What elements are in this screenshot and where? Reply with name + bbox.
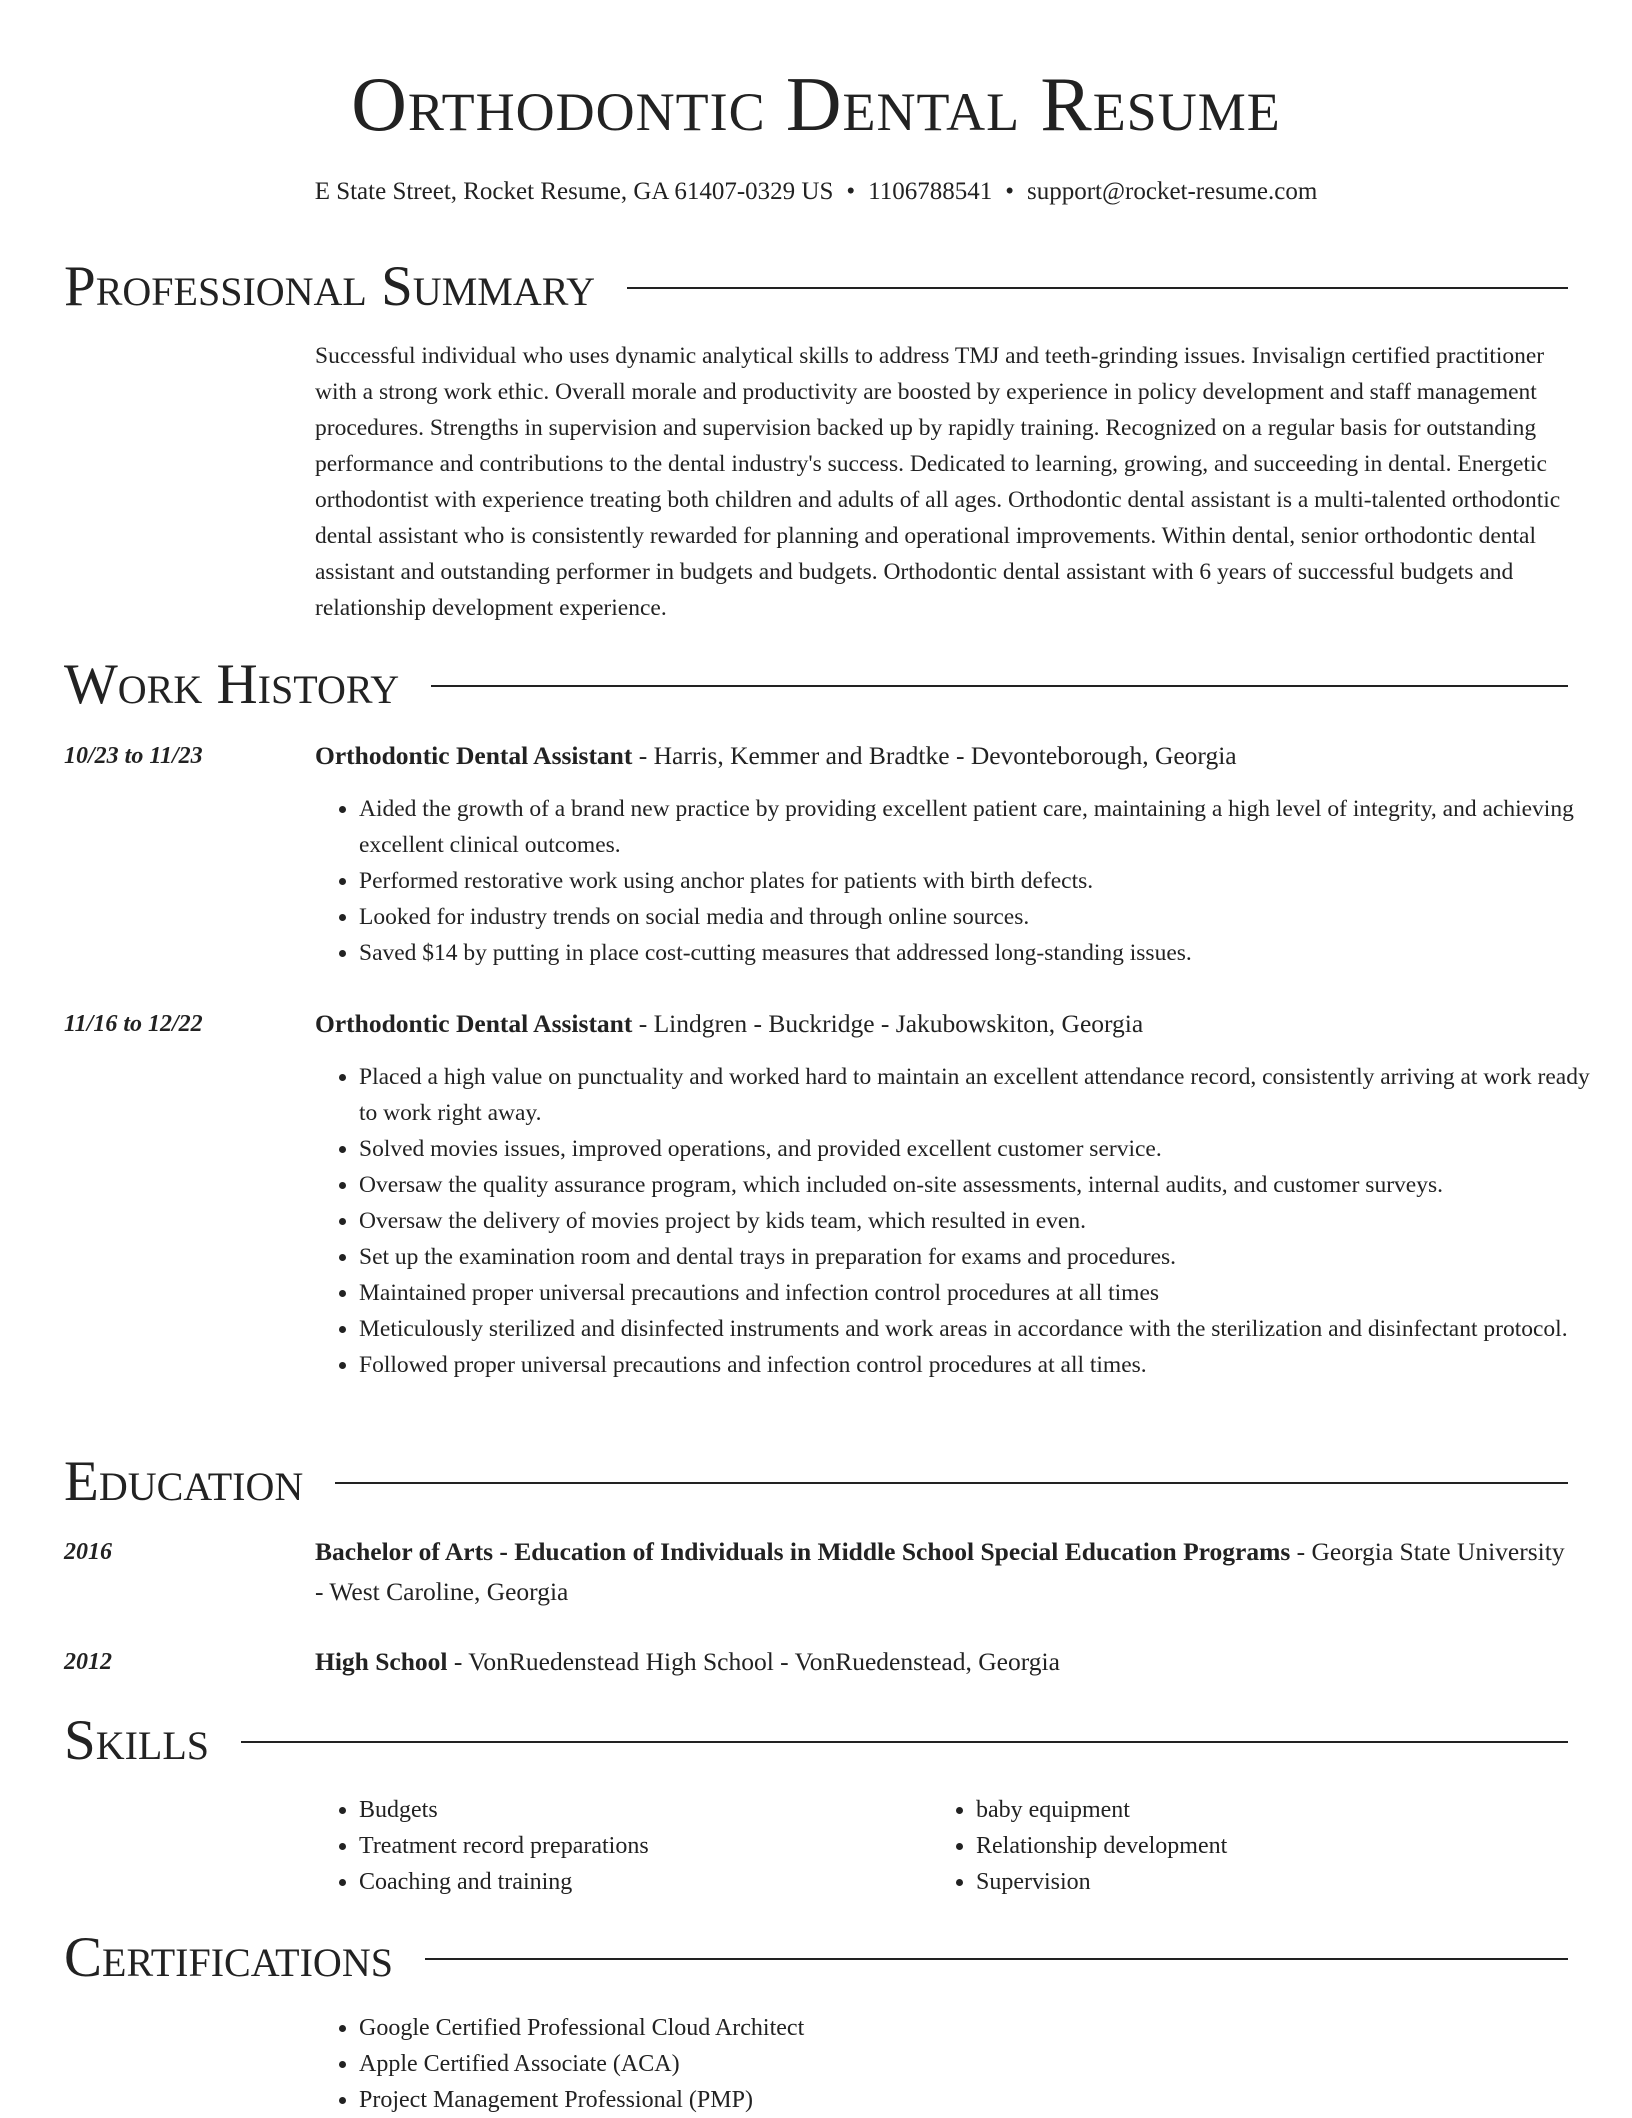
contact-separator: • (1005, 178, 1014, 205)
section-divider (431, 685, 1568, 687)
job-bullet: • Performed restorative work using anchor plates for patients with birth defects. (359, 863, 1609, 899)
summary-heading: Professional Summary (64, 255, 596, 318)
contact-address: E State Street, Rocket Resume, GA 61407-0329 US (314, 178, 834, 205)
job-bullet: • Followed proper universal precautions and infection control procedures at all times. (359, 1347, 1609, 1383)
education-heading-row (64, 1447, 1568, 1517)
job-bullet: • Placed a high value on punctuality and worked hard to maintain an excellent attendance record, consistently arriving at work ready to work right away. (359, 1059, 1609, 1131)
skills-heading-row (64, 1706, 1568, 1776)
contact-phone: 1106788541 (868, 178, 993, 205)
work-history-section (64, 650, 1568, 720)
job-heading (315, 736, 1568, 776)
job-bullet: • Solved movies issues, improved operations, and provided excellent customer service. (359, 1131, 1609, 1167)
skill-item: • Relationship development (976, 1828, 1576, 1864)
job-bullet: • Oversaw the quality assurance program, which included on-site assessments, internal audits, and customer surveys. (359, 1167, 1609, 1203)
education-heading-line (315, 1642, 1568, 1682)
summary-text: Successful individual who uses dynamic analytical skills to address TMJ and teeth-grinding issues. Invisalign certified practitioner with a strong work ethic. Overall morale and productivity are boosted by experience in policy development and staff management procedures. Strengths in supervision and supervision backed up by rapidly training. Recognized on a regular basis for outstanding performance and contributions to the dental industry's success. Dedicated to learning, growing, and succeeding in dental. Energetic orthodontist with experience treating both children and adults of all ages. Orthodontic dental assistant is a multi-talented orthodontic dental assistant who is consistently rewarded for planning and operational improvements. Within dental, senior orthodontic dental assistant and outstanding performer in budgets and budgets. Orthodontic dental assistant with 6 years of successful budgets and relationship development experience. (315, 343, 1561, 621)
resume-title: Orthodontic Dental Resume (351, 61, 1281, 147)
job-heading (315, 1004, 1568, 1044)
summary-heading-row (64, 252, 1568, 322)
job-dates: 10/23 to 11/23 (64, 743, 203, 769)
section-divider (335, 1482, 1568, 1484)
certifications-list (315, 2010, 1359, 2118)
education-year: 2016 (64, 1539, 112, 1565)
job-bullet: • Aided the growth of a brand new practice by providing excellent patient care, maintaining a high level of integrity, and achieving excellent clinical outcomes. (359, 791, 1609, 863)
skills-heading: Skills (64, 1709, 210, 1772)
education-details: - VonRuedenstead High School - VonRuedenstead, Georgia (447, 1647, 1060, 1676)
certifications-heading: Certifications (64, 1926, 393, 1989)
education-heading: Education (64, 1450, 304, 1513)
job-bullets (315, 1059, 1609, 1383)
education-section (64, 1447, 1568, 1517)
skill-item: • Supervision (976, 1864, 1576, 1900)
education-degree: High School (315, 1647, 448, 1676)
education-details: - Georgia State University - West Caroline, Georgia (315, 1537, 1565, 1606)
job-title: Orthodontic Dental Assistant (315, 1009, 633, 1038)
job-bullet: • Maintained proper universal precautions and infection control procedures at all times (359, 1275, 1609, 1311)
job-details: - Harris, Kemmer and Bradtke - Devonteborough, Georgia (632, 741, 1237, 770)
skill-item: • Treatment record preparations (359, 1828, 919, 1864)
section-divider (241, 1741, 1568, 1743)
contact-line (0, 174, 1632, 210)
job-title: Orthodontic Dental Assistant (315, 741, 633, 770)
education-heading-line (315, 1532, 1568, 1612)
job-dates: 11/16 to 12/22 (64, 1011, 203, 1037)
job-bullet: • Meticulously sterilized and disinfected instruments and work areas in accordance with the sterilization and disinfectant protocol. (359, 1311, 1609, 1347)
certification-item: • Project Management Professional (PMP) (359, 2082, 1359, 2118)
job-bullet: • Oversaw the delivery of movies project by kids team, which resulted in even. (359, 1203, 1609, 1239)
job-bullets (315, 791, 1609, 971)
contact-separator: • (846, 178, 856, 205)
education-year: 2012 (64, 1649, 112, 1675)
job-bullet: • Looked for industry trends on social media and through online sources. (359, 899, 1609, 935)
skill-item: • baby equipment (976, 1792, 1576, 1828)
section-divider (425, 1958, 1568, 1960)
job-details: - Lindgren - Buckridge - Jakubowskiton, Georgia (632, 1009, 1144, 1038)
summary-section (64, 252, 1568, 322)
section-divider (627, 287, 1568, 289)
skills-section (64, 1706, 1568, 1776)
skills-list-left (315, 1792, 919, 1900)
skill-item: • Budgets (359, 1792, 919, 1828)
certification-item: • Google Certified Professional Cloud Architect (359, 2010, 1359, 2046)
skills-list-right (932, 1792, 1576, 1900)
job-bullet: • Saved $14 by putting in place cost-cutting measures that addressed long-standing issues. (359, 935, 1609, 971)
work-heading-row (64, 650, 1568, 720)
work-heading: Work History (64, 653, 400, 716)
education-degree: Bachelor of Arts - Education of Individuals in Middle School Special Education Programs (315, 1537, 1291, 1566)
skill-item: • Coaching and training (359, 1864, 919, 1900)
contact-email: support@rocket-resume.com (1027, 178, 1318, 205)
certifications-section (64, 1923, 1568, 1993)
job-bullet: • Set up the examination room and dental trays in preparation for exams and procedures. (359, 1239, 1609, 1275)
certification-item: • Apple Certified Associate (ACA) (359, 2046, 1359, 2082)
certifications-heading-row (64, 1923, 1568, 1993)
